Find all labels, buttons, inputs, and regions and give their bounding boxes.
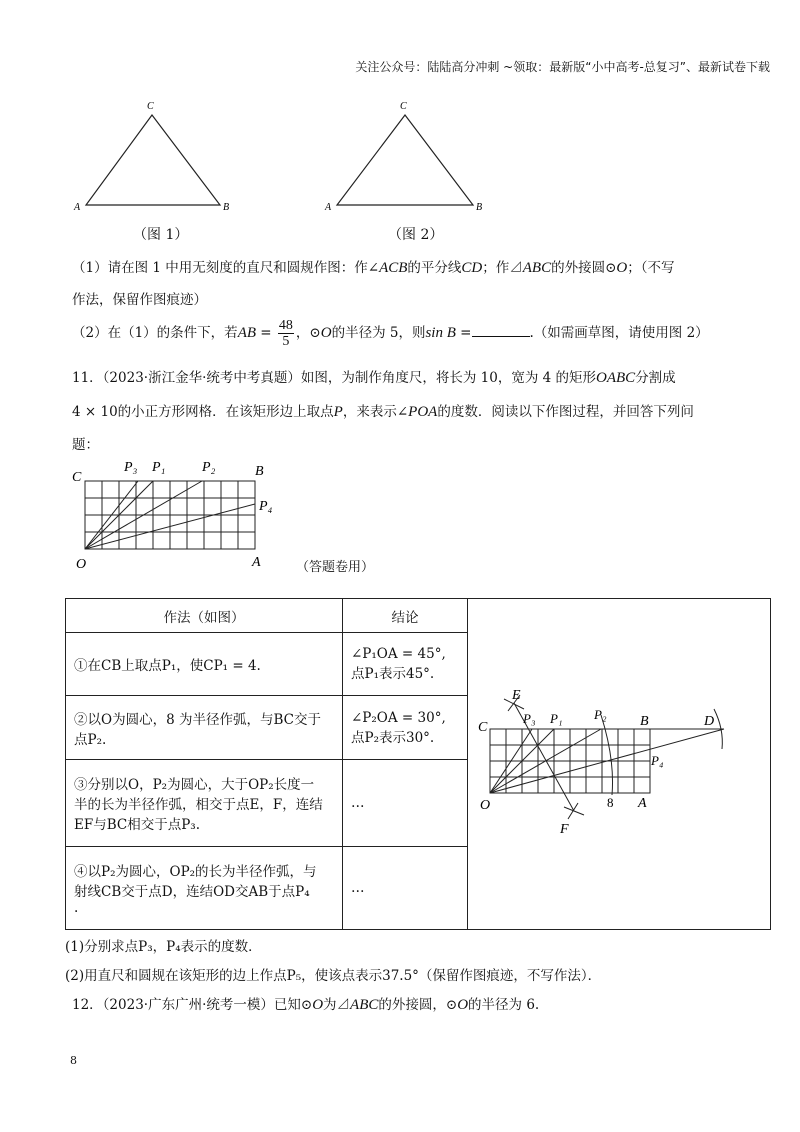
p10-q2: （2）在（1）的条件下，若AB = $\frac{48}{5}$ ，⊙O的半径为 5，则sin B = .（如需画草图，请使用图 2）	[72, 318, 709, 349]
p10-q1-line2: 作法，保留作图痕迹）	[72, 292, 207, 308]
construction-table	[65, 598, 771, 930]
page-header: 关注公众号：陆陆高分冲刺 ~领取：最新版“小中高考-总复习”、最新试卷下载	[355, 60, 770, 74]
fig-label-a: A	[638, 796, 647, 811]
fig1-label-c: C	[147, 101, 154, 112]
row4-conclusion: …	[343, 847, 468, 930]
grid-label-a: A	[252, 555, 261, 570]
p10-q1-line1: （1）请在图 1 中用无刻度的直尺和圆规作图：作∠ACB的平分线CD；作⊿ABC的外接圆⊙O；（不写	[72, 260, 675, 276]
row1-method: ①在CB上取点P₁，使CP₁ = 4.	[66, 633, 343, 696]
construction-figure	[468, 599, 770, 929]
grid-label-c: C	[72, 470, 82, 485]
answer-blank[interactable]	[472, 324, 530, 337]
fig-label-o: O	[480, 798, 491, 813]
row2-conclusion: ∠P₂OA = 30°, 点P₂表示30°.	[343, 695, 468, 760]
grid-label-p4: P₄	[259, 499, 273, 514]
grid-label-p3: P₃	[124, 460, 138, 475]
fig1-label-b: B	[223, 202, 230, 213]
table-figure-cell	[468, 599, 771, 930]
row3-method: ③分别以O，P₂为圆心，大于OP₂长度一 半的长为半径作弧，相交于点E，F，连结 EF与BC相交于点P₃.	[66, 760, 343, 847]
row2-method: ②以O为圆心，8 为半径作弧，与BC交于 点P₂.	[66, 695, 343, 760]
fig2-label-b: B	[476, 202, 483, 213]
fig-label-p2: P₂	[594, 707, 607, 722]
p11-line1: 11．（2023·浙江金华·统考中考真题）如图，为制作角度尺，将长为 10，宽为 4 的矩形OABC分割成	[72, 370, 676, 386]
fig2-label-a: A	[325, 202, 332, 213]
fig-label-e: E	[512, 688, 521, 703]
p11-line3: 题：	[72, 437, 99, 453]
figure-2-triangle	[320, 95, 490, 220]
fig-label-p3: P₃	[523, 711, 536, 726]
grid-label-o: O	[76, 557, 87, 572]
problem-12: 12．（2023·广东广州·统考一模）已知⊙O为⊿ABC的外接圆，⊙O的半径为 6.	[72, 997, 540, 1013]
figure-2-caption: （图 2）	[388, 227, 444, 243]
question-1: (1)分别求点P₃，P₄表示的度数．	[65, 939, 262, 955]
fig-label-c: C	[478, 720, 488, 735]
row1-conclusion: ∠P₁OA = 45°, 点P₁表示45°.	[343, 633, 468, 696]
table-header-conclusion: 结论	[343, 599, 468, 633]
figure-1-caption: （图 1）	[133, 227, 189, 243]
figure-1-triangle	[70, 95, 240, 220]
fig-label-d: D	[704, 714, 715, 729]
fig-label-8: 8	[607, 795, 614, 810]
p11-line2: 4 × 10的小正方形网格．在该矩形边上取点P，来表示∠POA的度数．阅读以下作图过程，并回答下列问	[72, 404, 694, 420]
grid-label-p1: P₁	[152, 460, 166, 475]
fig-label-p1: P₁	[550, 711, 563, 726]
grid-label-p2: P₂	[202, 460, 216, 475]
fraction-48-5: $\frac{48}{5}$	[278, 318, 293, 349]
fig-label-f: F	[560, 822, 569, 837]
grid-label-b: B	[255, 464, 264, 479]
fig1-label-a: A	[74, 202, 81, 213]
fig-label-p4: P₄	[651, 753, 664, 768]
row3-conclusion: …	[343, 760, 468, 847]
table-header-method: 作法（如图）	[66, 599, 343, 633]
fig2-label-c: C	[400, 101, 407, 112]
page-number: 8	[70, 1054, 77, 1067]
fig-label-b: B	[640, 714, 649, 729]
answer-grid-figure	[70, 455, 295, 573]
answer-sheet-note: （答题卷用）	[296, 560, 375, 575]
row4-method: ④以P₂为圆心，OP₂的长为半径作弧，与 射线CB交于点D，连结OD交AB于点P₄ .	[66, 847, 343, 930]
question-2: (2)用直尺和圆规在该矩形的边上作点P₅，使该点表示37.5°（保留作图痕迹，不写作法）．	[65, 968, 602, 984]
